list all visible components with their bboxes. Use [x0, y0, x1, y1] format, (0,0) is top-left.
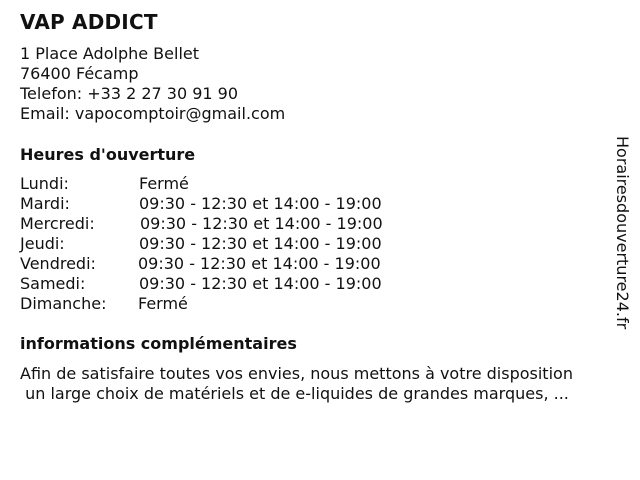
address-street: 1 Place Adolphe Bellet: [20, 44, 199, 63]
hours-day: Mardi:: [20, 194, 70, 213]
hours-row-thursday: [20, 234, 440, 254]
hours-time: 09:30 - 12:30 et 14:00 - 19:00: [138, 254, 381, 273]
info-description: [20, 364, 624, 404]
hours-row-monday: [20, 174, 440, 194]
hours-day: Mercredi:: [20, 214, 95, 233]
hours-day: Dimanche:: [20, 294, 107, 313]
hours-heading: Heures d'ouverture: [20, 145, 196, 164]
info-line-2: un large choix de matériels et de e-liquides de grandes marques, ...: [20, 384, 569, 403]
email-address: Email: vapocomptoir@gmail.com: [20, 104, 286, 123]
hours-day: Samedi:: [20, 274, 86, 293]
address-block: [20, 44, 285, 124]
business-name: VAP ADDICT: [20, 10, 158, 34]
hours-time: Fermé: [139, 174, 189, 193]
hours-day: Lundi:: [20, 174, 69, 193]
hours-row-friday: [20, 254, 440, 274]
address-city: 76400 Fécamp: [20, 64, 139, 83]
watermark-text: Horairesdouverture24.fr: [613, 136, 632, 330]
hours-time: 09:30 - 12:30 et 14:00 - 19:00: [140, 214, 383, 233]
hours-row-sunday: [20, 294, 440, 314]
hours-time: 09:30 - 12:30 et 14:00 - 19:00: [139, 194, 382, 213]
hours-row-wednesday: [20, 214, 440, 234]
hours-row-tuesday: [20, 194, 440, 214]
hours-day: Vendredi:: [20, 254, 96, 273]
hours-time: 09:30 - 12:30 et 14:00 - 19:00: [139, 234, 382, 253]
hours-time: Fermé: [138, 294, 188, 313]
hours-time: 09:30 - 12:30 et 14:00 - 19:00: [139, 274, 382, 293]
info-line-1: Afin de satisfaire toutes vos envies, nous mettons à votre disposition: [20, 364, 573, 383]
hours-row-saturday: [20, 274, 440, 294]
phone-number: Telefon: +33 2 27 30 91 90: [20, 84, 239, 103]
info-heading: informations complémentaires: [20, 334, 297, 353]
watermark: [612, 136, 632, 346]
opening-hours-table: [20, 174, 440, 314]
hours-day: Jeudi:: [20, 234, 65, 253]
